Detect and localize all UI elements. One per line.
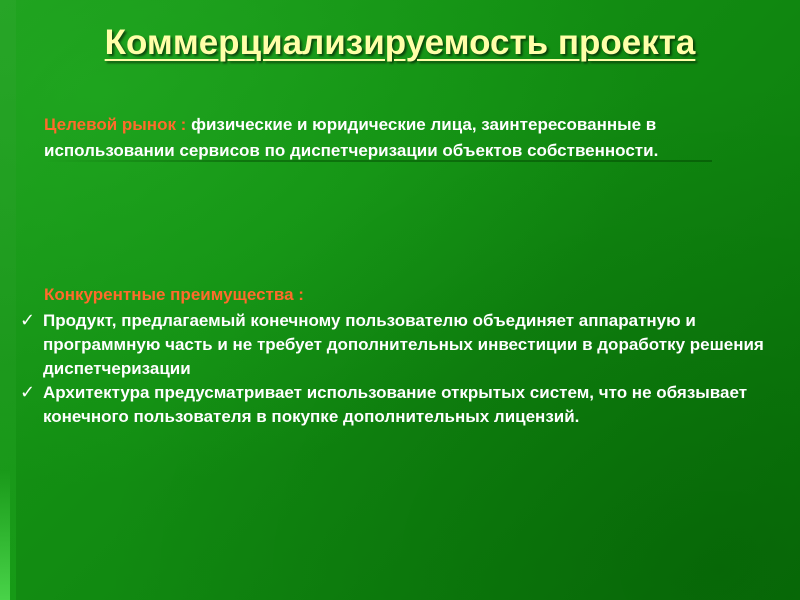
decorative-left-glow [0, 470, 10, 600]
target-market-text: физические и юридические лица, заинтересованные в использовании сервисов по диспетчеризации объектов собственности. [44, 115, 659, 160]
competitive-advantages-heading: Конкурентные преимущества : [44, 285, 304, 304]
advantage-item [18, 309, 778, 381]
competitive-advantages-block [18, 283, 778, 429]
checkmark-icon: ✓ [20, 310, 36, 331]
advantage-text: Продукт, предлагаемый конечному пользователю объединяет аппаратную и программную часть и не требует дополнительных инвестиции в доработку решения диспетчеризации [43, 311, 764, 378]
target-market-paragraph [44, 112, 684, 164]
target-market-label: Целевой рынок : [44, 115, 187, 134]
checkmark-icon: ✓ [20, 382, 36, 403]
advantage-text: Архитектура предусматривает использование открытых систем, что не обязывает конечного пользователя в покупке дополнительных лицензий. [43, 383, 748, 426]
advantage-item [18, 381, 778, 429]
slide-title: Коммерциализируемость проекта [104, 23, 696, 62]
divider-line [42, 160, 712, 162]
